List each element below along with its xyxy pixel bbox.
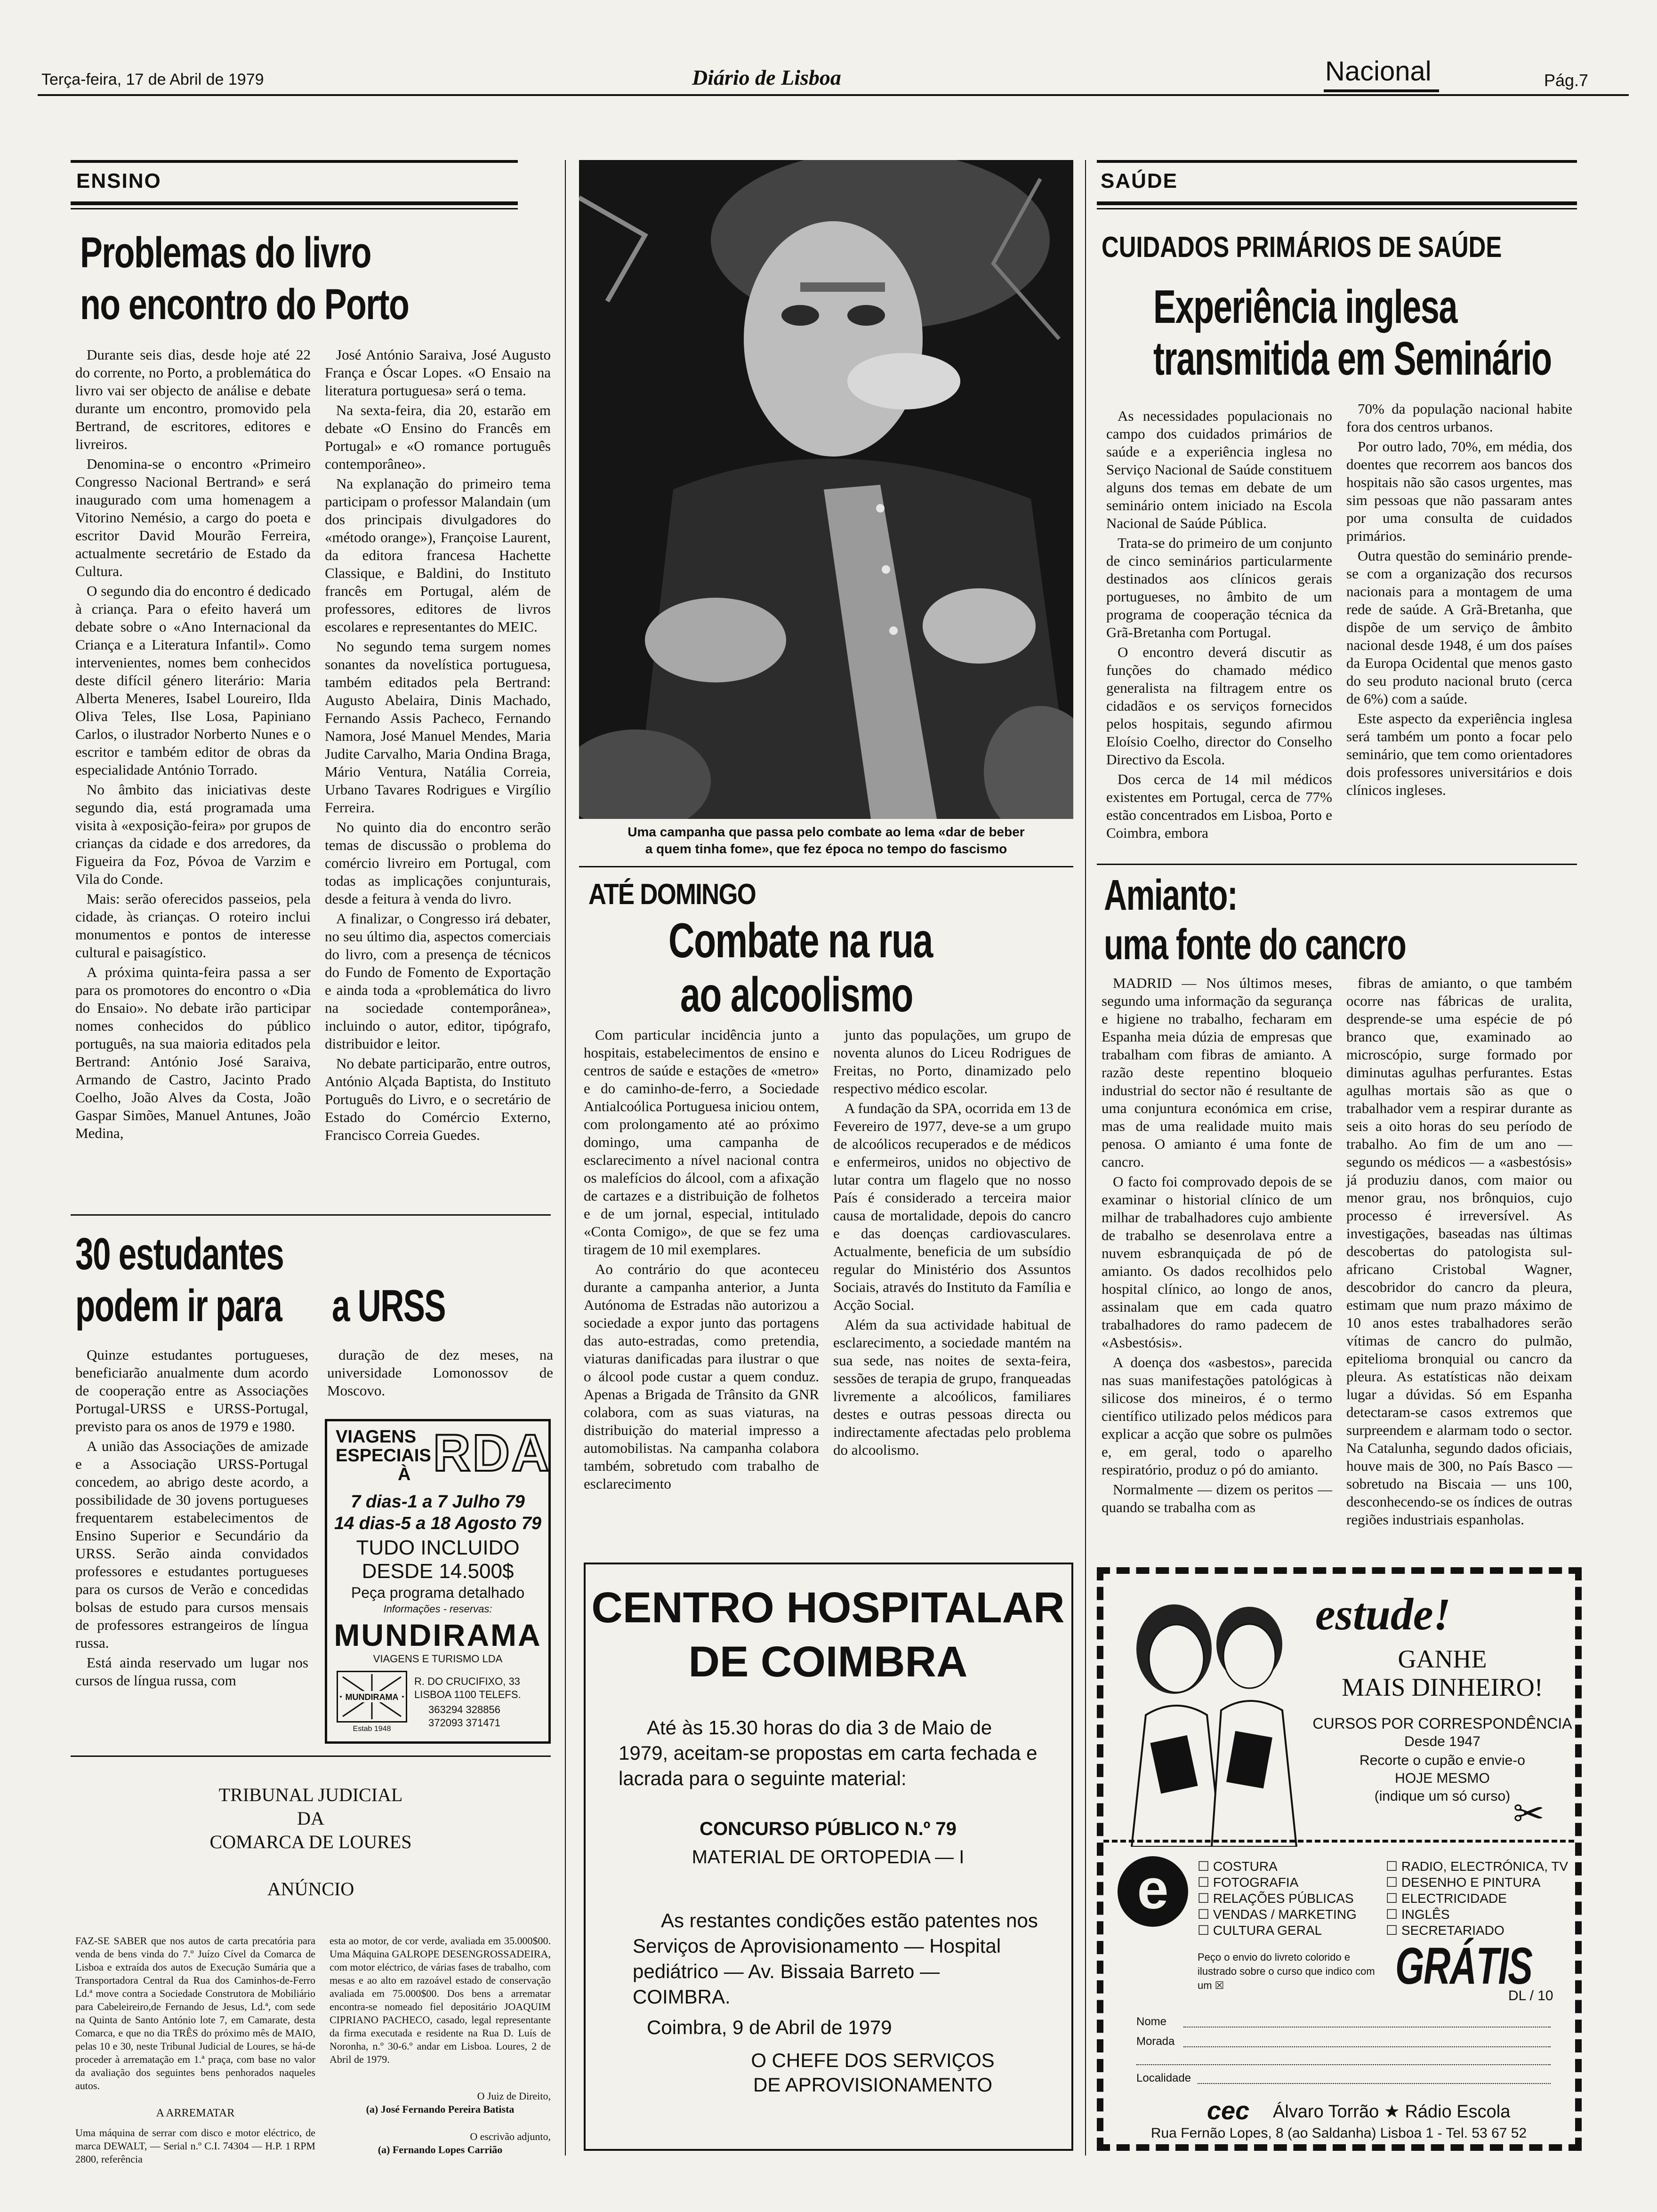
course-label: INGLÊS: [1401, 1907, 1450, 1922]
cut-line: [1103, 1840, 1574, 1843]
column-divider: [1085, 160, 1086, 2156]
ensino-paragraph: Mais: serão oferecidos passeios, pela cidade, às crianças. O roteiro inclui monumentos e pontos de interesse cultural e paisagístico.: [75, 890, 311, 961]
locality-field[interactable]: [1198, 2082, 1551, 2084]
tribunal-sign-1: O Juiz de Direito,: [477, 2090, 551, 2102]
tribunal-sign-2: (a) José Fernando Pereira Batista: [366, 2103, 515, 2115]
rda-address-2: LISBOA 1100 TELEFS.: [414, 1689, 521, 1700]
mundirama-logo-text: MUNDIRAMA: [345, 1692, 399, 1702]
course-label: RADIO, ELECTRÓNICA, TV: [1401, 1859, 1569, 1874]
course-label: RELAÇÕES PÚBLICAS: [1213, 1891, 1354, 1906]
tribunal-text: FAZ-SE SABER que nos autos de carta precatória para venda de bens vinda do 7.º Juízo Cível da Comarca de Lisboa e extraída dos autos de Execução Sumária que a Transportadora Central da Rua dos Caminhos-de-Ferro Ld.ª move contra a Sociedade Construtora de Mobiliário para Cabeleireiro,de Fernando de Jesus, Ld.ª, com sede na Quinta de Santo António lote 7, em Camarate, desta Comarca, e que no dia TRÊS do próximo mês de MAIO, pelas 10 e 30, neste Tribunal Judicial de Loures, se há-de proceder à arrematação em 1.ª praça, com base no valor da avaliação dos seguintes bens penhorados naqueles autos.: [75, 1935, 315, 2092]
tribunal-title-1: TRIBUNAL JUDICIAL: [218, 1784, 403, 1805]
amianto-column-2: [1346, 974, 1572, 1531]
alcool-top-rule: [579, 866, 1073, 867]
tribunal-sign-3: O escrivão adjunto,: [470, 2131, 551, 2142]
alcool-paragraph: Ao contrário do que aconteceu durante a campanha anterior, a Junta Autónoma de Estradas não autorizou a sociedade a expor junto das portagens das auto-estradas, como pretendia, viaturas danificadas para ilustrar o que o álcool pode custar a quem conduz. Apenas a Brigada de Trânsito da GNR colabora, com as suas viaturas, na distribuição do material impresso a automobilistas. Na campanha colabora também, sobretudo com trabalho de esclarecimento: [584, 1261, 819, 1492]
urss-headline-1: 30 estudantes: [75, 1229, 284, 1279]
alcool-paragraph: A fundação da SPA, ocorrida em 13 de Fevereiro de 1977, deve-se a um grupo de alcoólicos recuperados e de médicos e enfermeiros, unidos no objectivo de lutar contra um flagelo que no nosso País é considerado a terceira maior causa de mortalidade, depois do cancro e das doenças cardiovasculares. Actualmente, beneficia de um subsídio regular do Ministério dos Assuntos Sociais, através do Instituto da Família e Acção Social.: [833, 1100, 1071, 1313]
ensino-paragraph: No quinto dia do encontro serão temas de discussão o problema do comércio livreiro em Portugal, com todas as implicações conjunturais, desde a feitura à venda do livro.: [325, 819, 551, 907]
saude-paragraph: As necessidades populacionais no campo dos cuidados primários de saúde e a experiência inglesa no Serviço Nacional de Saúde constituem alguns dos temas em debate de um seminário ontem iniciado na Escola Nacional de Saúde Pública.: [1106, 408, 1332, 531]
estude-cut: Recorte o cupão e envie-o: [1359, 1753, 1525, 1768]
estude-since: Desde 1947: [1404, 1734, 1480, 1749]
course-option-ingles[interactable]: ☐ INGLÊS: [1386, 1907, 1450, 1922]
saude-paragraph: O encontro deverá discutir as funções do chamado médico generalista na filtragem entre os cidadãos e os serviços fornecidos pelos hospitais, segundo afirmou Eloísio Coelho, director do Conselho Directivo da Escola.: [1106, 644, 1332, 768]
urss-column-1: [75, 1346, 308, 1691]
hospital-intro: Até às 15.30 horas do dia 3 de Maio de 1979, aceitam-se propostas em carta fechada e lacrada para o seguinte material:: [619, 1716, 1038, 1789]
saude-rule: [1097, 201, 1577, 205]
saude-column-1: [1106, 407, 1332, 844]
estude-title: estude!: [1315, 1589, 1451, 1639]
tribunal-sign-4: (a) Fernando Lopes Carrião: [378, 2144, 503, 2156]
ensino-column-2: [325, 346, 551, 1146]
estude-line-1: GANHE: [1398, 1645, 1487, 1673]
urss-headline-2a: podem ir para: [75, 1281, 282, 1331]
estude-request: Peço o envio do livreto colorido e ilustrado sobre o curso que indico com um ☒: [1198, 1951, 1375, 1991]
course-option-vendas-marketing[interactable]: ☐ VENDAS / MARKETING: [1198, 1907, 1357, 1922]
estude-field-locality-label: Localidade: [1136, 2072, 1191, 2084]
urss-paragraph: Quinze estudantes portugueses, beneficiarão anualmente dum acordo de cooperação entre as Associações Portugal-URSS e URSS-Portugal, previsto para os anos de 1979 e 1980.: [75, 1346, 308, 1435]
ensino-paragraph: José António Saraiva, José Augusto França e Óscar Lopes. «O Ensaio na literatura portuguesa» será o tema.: [325, 346, 551, 399]
tribunal-top-rule: [71, 1755, 551, 1757]
course-option-secretariado[interactable]: ☐ SECRETARIADO: [1386, 1923, 1504, 1938]
saude-headline-2: transmitida em Seminário: [1153, 332, 1552, 385]
rda-address-1: R. DO CRUCIFIXO, 33: [414, 1675, 520, 1687]
hospital-title-1: CENTRO HOSPITALAR: [591, 1584, 1065, 1632]
amianto-paragraph: A doença dos «asbestos», parecida nas suas manifestações patológicas à silicose dos mineiros, é o termo científico utilizado pelos médicos para explicar a acção que sobre os pulmões e, em geral, todo o aparelho respiratório, produz o pó do amianto.: [1102, 1354, 1332, 1478]
course-option-cultura-geral[interactable]: ☐ CULTURA GERAL: [1198, 1923, 1322, 1938]
estude-now: HOJE MESMO: [1395, 1771, 1490, 1786]
tribunal-column-1: [75, 1934, 315, 2166]
amianto-paragraph: Normalmente — dizem os peritos — quando se trabalha com as: [1102, 1481, 1332, 1515]
tribunal-title-2: DA: [297, 1808, 324, 1829]
rda-program: Peça programa detalhado: [351, 1584, 525, 1601]
hospital-title-2: DE COIMBRA: [688, 1638, 968, 1686]
estude-free: GRÁTIS: [1395, 1937, 1532, 1995]
mundirama-logo-icon: [337, 1671, 407, 1723]
ensino-paragraph: O segundo dia do encontro é dedicado à criança. Para o efeito haverá um debate sobre o «Ano Internacional da Criança e a Literatura Infantil». Como intervenientes, nomes bem conhecidos deste difícil género literário: Maria Alberta Meneres, Isabel Loureiro, Ilda Oliva Teles, Ilse Losa, Papiniano Carlos, o ilustrador Norberto Nunes e o escritor e também editor de obras da especialidade António Torrado.: [75, 583, 311, 778]
hospital-conditions: As restantes condições estão patentes nos Serviços de Aprovisionamento — Hospital pediátrico — Av. Bissaia Barreto — COIMBRA.: [633, 1909, 1038, 2008]
estude-courses: CURSOS POR CORRESPONDÊNCIA: [1312, 1715, 1572, 1732]
tribunal-column-2: [330, 1934, 551, 2156]
urss-paragraph: duração de dez meses, na universidade Lomonossov de Moscovo.: [327, 1346, 553, 1399]
estude-code: DL / 10: [1508, 1988, 1553, 2004]
course-option-fotografia[interactable]: ☐ FOTOGRAFIA: [1198, 1875, 1299, 1890]
course-label: FOTOGRAFIA: [1213, 1875, 1299, 1890]
rda-logo: RDA: [433, 1424, 551, 1482]
cec-brand-line: Álvaro Torrão ★ Rádio Escola: [1273, 2102, 1511, 2122]
course-label: CULTURA GERAL: [1213, 1923, 1322, 1938]
ensino-headline-2: no encontro do Porto: [80, 281, 409, 329]
rda-dates-2: 14 dias-5 a 18 Agosto 79: [334, 1514, 541, 1533]
ensino-paragraph: No âmbito das iniciativas deste segundo dia, está programada uma visita à «exposição-feira» por grupos de crianças da cidade e dos arredores, da Figueira da Foz, Póvoa de Varzim e Vila do Conde.: [75, 781, 311, 887]
course-option-desenho[interactable]: ☐ DESENHO E PINTURA: [1386, 1875, 1541, 1890]
rda-agency-sub: VIAGENS E TURISMO LDA: [373, 1653, 503, 1665]
course-label: COSTURA: [1213, 1859, 1278, 1874]
alcool-paragraph: Além da sua actividade habitual de esclarecimento, a sociedade mantém na sua sede, nas noites de sexta-feira, sessões de terapia de grupo, franqueadas livremente a alcoólicos, familiares destes e outras pessoas directa ou indirectamente afectadas pelo problema do alcoolismo.: [833, 1316, 1071, 1458]
urss-paragraph: Está ainda reservado um lugar nos cursos de língua russa, com: [75, 1654, 308, 1689]
course-option-radio[interactable]: ☐ RADIO, ELECTRÓNICA, TV: [1386, 1859, 1569, 1874]
hospital-notice: [584, 1563, 1073, 2151]
rda-line-1: VIAGENS: [336, 1427, 417, 1447]
estude-options-right: [1386, 1859, 1568, 1939]
ensino-top-rule: [71, 160, 518, 163]
urss-column-2: [327, 1346, 553, 1402]
ensino-paragraph: No debate participarão, entre outros, António Alçada Baptista, do Instituto Português do Livro, e o secretário de Estado do Comércio Externo, Francisco Correia Guedes.: [325, 1055, 551, 1143]
column-divider: [565, 160, 566, 2156]
section-underline: [1324, 89, 1439, 92]
rda-line-2: ESPECIAIS: [336, 1446, 431, 1466]
masthead-date: Terça-feira, 17 de Abril de 1979: [41, 71, 264, 88]
tribunal-arrematar-heading: A ARREMATAR: [156, 2107, 235, 2119]
cec-address: Rua Fernão Lopes, 8 (ao Saldanha) Lisboa 1 - Tel. 53 67 52: [1150, 2125, 1527, 2141]
course-option-costura[interactable]: ☐ COSTURA: [1198, 1859, 1278, 1874]
saude-paragraph: Este aspecto da experiência inglesa será também um ponto a focar pelo seminário, que tem como orientadores dois professores universitários e dois clínicos ingleses.: [1346, 710, 1572, 798]
saude-paragraph: Dos cerca de 14 mil médicos existentes em Portugal, cerca de 77% estão concentrados em Lisboa, Porto e Coimbra, embora: [1106, 771, 1332, 841]
saude-paragraph: Outra questão do seminário prende-se com a organização dos recursos nacionais para a montagem de uma rede de saúde. A Grã-Bretanha, que dispõe de um serviço de âmbito nacional desde 1948, é um dos países da Europa Ocidental que menos gasto do seu produto nacional bruto (cerca de 6%) com a saúde.: [1346, 547, 1572, 707]
saude-top-rule: [1097, 160, 1577, 163]
amianto-paragraph: MADRID — Nos últimos meses, segundo uma informação da segurança e higiene no trabalho, fecharam em Espanha meia dúzia de empresas que trabalham com fibras de amianto. A razão deste repentino bloqueio industrial do sector não é resultante de uma conjuntura económica em crise, mas de uma realidade muito mais penosa. O amianto é uma fonte de cancro.: [1102, 975, 1332, 1170]
cec-e-logo-icon: e: [1118, 1856, 1188, 1927]
hospital-signature-1: O CHEFE DOS SERVIÇOS: [751, 2049, 995, 2071]
students-illustration: [1113, 1583, 1311, 1847]
course-label: VENDAS / MARKETING: [1213, 1907, 1357, 1922]
saude-headline-1: Experiência inglesa: [1153, 281, 1457, 333]
alcool-paragraph: junto das populações, um grupo de noventa alunos do Liceu Rodrigues de Freitas, no Porto, dinamizado pelo respectivo médico escolar.: [833, 1026, 1071, 1097]
hospital-material: MATERIAL DE ORTOPEDIA — I: [692, 1847, 965, 1867]
amianto-headline-2: uma fonte do cancro: [1104, 921, 1406, 969]
scissors-icon: ✂: [1513, 1793, 1545, 1835]
hospital-concurso: CONCURSO PÚBLICO N.º 79: [700, 1819, 957, 1839]
urss-headline-2b: a URSS: [332, 1281, 446, 1331]
ensino-paragraph: Na explanação do primeiro tema participam o professor Malandain (um dos principais divulgadores do «método orange»), Françoise Laurent, da editora francesa Hachette Classique, e Baldini, do Instituto francês em Portugal, além de professores, editores de livros escolares e representantes do MEIC.: [325, 475, 551, 635]
course-label: DESENHO E PINTURA: [1401, 1875, 1541, 1890]
saude-kicker: CUIDADOS PRIMÁRIOS DE SAÚDE: [1102, 231, 1502, 264]
rda-phones-2: 372093 371471: [428, 1717, 500, 1729]
masthead-newspaper: Diário de Lisboa: [692, 65, 841, 89]
amianto-paragraph: O facto foi comprovado depois de se examinar o historial clínico de um milhar de trabalhadores cujo ambiente de trabalho se desenrolava entre a nuvem esbranquiçada de pó de amianto. Os dados recolhidos pelo hospital clínico, ao longo de anos, assinalam que em cada quatro trabalhadores do ramo padecem de «Asbestósis».: [1102, 1173, 1332, 1351]
ensino-paragraph: Na sexta-feira, dia 20, estarão em debate «O Ensino do Francês em Portugal» e «O romance português contemporâneo».: [325, 402, 551, 472]
name-field[interactable]: [1183, 2026, 1551, 2028]
amianto-paragraph: fibras de amianto, o que também ocorre nas fábricas de uralita, desprende-se uma espécie de pó branco que, examinado ao microscópio, surge formado por diminutas agulhas perfurantes. Estas agulhas mortais são as que o trabalhador vem a respirar durante as seis a oito horas do seu período de trabalho. Ao fim de um ano — segundo os médicos — a «asbestósis» já produziu danos, com maior ou menor grau, nos brônquios, cujo processo é irreversível. As investigações, baseadas nas últimas descobertas do patologista sul-africano Cristobal Wagner, descobridor do cancro da pleura, estimam que num prazo máximo de 10 anos estes trabalhadores serão vítimas de cancro do pulmão, epitelioma bronquial ou cancro da pleura. As estatísticas não deixam lugar a dúvidas. Só em Espanha detectaram-se casos extremos que surpreendem e alarmam todo o sector. Na Catalunha, segundo dados oficiais, houve mais de 300, no País Basco — sobretudo na Biscaia — uns 100, desconhecendo-se os índices de outras regiões industriais espanholas.: [1346, 975, 1572, 1528]
amianto-top-rule: [1097, 864, 1577, 865]
alcool-headline-2: ao alcoolismo: [680, 968, 913, 1022]
saude-label: SAÚDE: [1101, 169, 1178, 192]
hospital-signature-2: DE APROVISIONAMENTO: [753, 2074, 992, 2096]
ensino-headline-1: Problemas do livro: [80, 229, 371, 277]
ensino-paragraph: Denomina-se o encontro «Primeiro Congresso Nacional Bertrand» e será inaugurado com uma homenagem a Vitorino Nemésio, a cargo do poeta e escritor David Mourão Ferreira, actualmente secretário de Estado da Cultura.: [75, 456, 311, 579]
saude-paragraph: Trata-se do primeiro de um conjunto de cinco seminários particularmente destinados aos clínicos gerais portugueses, no âmbito de um programa de cooperação técnica da Grã-Bretanha com Portugal.: [1106, 535, 1332, 641]
estude-field-address-label: Morada: [1136, 2035, 1175, 2048]
masthead-rule: [38, 94, 1629, 96]
address-field-2[interactable]: [1136, 2063, 1551, 2065]
rda-estab: Estab 1948: [353, 1725, 391, 1733]
alcool-column-2: [833, 1026, 1071, 1461]
rda-included: TUDO INCLUIDO: [356, 1536, 520, 1559]
ensino-column-1: [75, 346, 311, 1144]
saude-rule-thin: [1097, 208, 1577, 209]
estude-options-left: [1198, 1859, 1357, 1939]
rda-line-3: À: [398, 1465, 411, 1484]
estude-line-2: MAIS DINHEIRO!: [1342, 1673, 1543, 1701]
rda-travel-ad: [325, 1419, 551, 1744]
cec-brand: cec: [1207, 2097, 1250, 2125]
tribunal-text-2: esta ao motor, de cor verde, avaliada em 35.000$00. Uma Máquina GALROPE DESENGROSSADEIRA, com motor eléctrico, de várias fases de trabalho, com mesas e ao alto em razoável estado de conservação avaliada em 75.000$00. Dos bens a arrematar encontra-se nomeado fiel depositário JOAQUIM CIPRIANO PACHECO, casado, legal representante da firma executada e residente na Rua D. Luís de Noronha, n.º 30-6.º andar em Lisboa. Loures, 2 de Abril de 1979.: [330, 1935, 551, 2065]
campaign-photo: [579, 160, 1073, 819]
tribunal-title-3: COMARCA DE LOURES: [209, 1831, 412, 1852]
saude-column-2: [1346, 400, 1572, 801]
alcool-column-1: [584, 1026, 819, 1495]
page-number: Pág.7: [1544, 71, 1589, 90]
saude-paragraph: Por outro lado, 70%, em média, dos doentes que recorrem aos bancos dos hospitais não são casos urgentes, mas sim pessoas que não passaram antes por uma consulta de cuidados primários.: [1346, 438, 1572, 544]
estude-field-name-label: Nome: [1136, 2015, 1167, 2028]
rda-info: Informações - reservas:: [383, 1603, 492, 1615]
hospital-date: Coimbra, 9 de Abril de 1979: [647, 2016, 892, 2038]
ensino-paragraph: Durante seis dias, desde hoje até 22 do corrente, no Porto, a problemática do livro vai ser objecto de análise e debate durante um encontro, promovido pela Bertrand, de escritores, editores e livreiros.: [75, 346, 311, 452]
ensino-label: ENSINO: [76, 169, 161, 192]
ensino-paragraph: A finalizar, o Congresso irá debater, no seu último dia, aspectos comerciais do livro, com a presença de técnicos do Fundo de Fomento de Exportação e ainda toda a «problemática do livro na sociedade contemporânea», incluindo o autor, editor, tipógrafo, distribuidor e leitor.: [325, 910, 551, 1052]
ensino-rule: [71, 201, 518, 205]
ensino-rule-thin: [71, 208, 518, 209]
course-option-relacoes-publicas[interactable]: ☐ RELAÇÕES PÚBLICAS: [1198, 1891, 1354, 1906]
photo-caption-1: Uma campanha que passa pelo combate ao lema «dar de beber: [627, 825, 1025, 839]
urss-top-rule: [71, 1214, 551, 1216]
masthead-section: Nacional: [1325, 56, 1432, 87]
alcool-headline-1: Combate na rua: [668, 914, 933, 968]
ensino-paragraph: No segundo tema surgem nomes sonantes da novelística portuguesa, também editados pela Bertrand: Augusto Abelaira, Dinis Machado, Fernando Assis Pacheco, Fernando Namora, José Manuel Mendes, Maria Judite Carvalho, Maria Ondina Braga, Mário Ventura, Natália Correia, Urbano Tavares Rodrigues e Virgílio Ferreira.: [325, 638, 551, 816]
rda-phones-1: 363294 328856: [428, 1704, 500, 1715]
rda-dates-1: 7 dias-1 a 7 Julho 79: [351, 1492, 525, 1512]
tribunal-subtitle: ANÚNCIO: [267, 1878, 354, 1899]
rda-price: DESDE 14.500$: [362, 1560, 514, 1583]
alcool-kicker: ATÉ DOMINGO: [588, 878, 756, 911]
estude-indicate: (indique um só curso): [1374, 1788, 1511, 1804]
course-label: SECRETARIADO: [1401, 1923, 1504, 1938]
urss-paragraph: A união das Associações de amizade e a Associação URSS-Portugal concedem, ao abrigo deste acordo, a possibilidade de 30 jovens portugueses frequentarem estabelecimentos de Ensino Superior e Secundário da URSS. Serão ainda convidados professores e estudantes portugueses para os cursos de Verão e concedidas bolsas de estudo para cursos mensais de professores estrangeiros de língua russa.: [75, 1438, 308, 1651]
photo-caption-2: a quem tinha fome», que fez época no tempo do fascismo: [645, 842, 1007, 856]
course-option-electricidade[interactable]: ☐ ELECTRICIDADE: [1386, 1891, 1507, 1906]
saude-paragraph: 70% da população nacional habite fora dos centros urbanos.: [1346, 401, 1572, 435]
course-label: ELECTRICIDADE: [1401, 1891, 1507, 1906]
rda-agency: MUNDIRAMA: [334, 1618, 542, 1652]
ensino-paragraph: A próxima quinta-feira passa a ser para os promotores do encontro o «Dia do Ensaio». No debate irão participar nomes conhecidos do público português, na sua maioria editados pela Bertrand: António José Saraiva, Armando de Castro, Jacinto Prado Coelho, João Alves da Costa, João Gaspar Simões, Manuel Antunes, João Medina,: [75, 964, 311, 1141]
amianto-column-1: [1102, 974, 1332, 1518]
estude-ad: [1097, 1567, 1582, 2151]
address-field[interactable]: [1183, 2045, 1551, 2047]
alcool-paragraph: Com particular incidência junto a hospitais, estabelecimentos de ensino e centros de saúde e estações de «metro» e do caminho-de-ferro, a Sociedade Antialcoólica Portuguesa iniciou ontem, com prolongamento até ao próximo domingo, uma campanha de esclarecimento a nível nacional contra os malefícios do álcool, com a afixação de cartazes e a distribuição de folhetos e de um jornal, especial, intitulado «Conta Comigo», de que se fez uma tiragem de 10 mil exemplares.: [584, 1026, 819, 1258]
amianto-headline-1: Amianto:: [1104, 871, 1238, 919]
tribunal-text-b: Uma máquina de serrar com disco e motor eléctrico, de marca DEWALT, — Serial n.º C.I. 74304 — H.P. 1 RPM 2800, referência: [75, 2127, 315, 2165]
